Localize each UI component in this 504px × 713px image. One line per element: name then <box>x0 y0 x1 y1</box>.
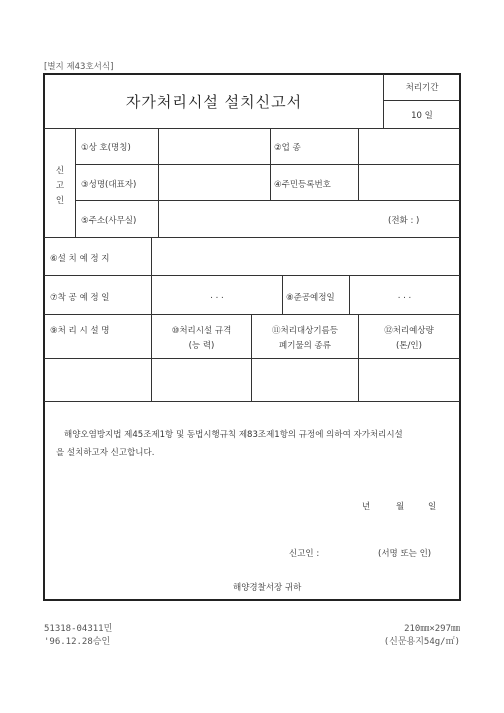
resident-number-label: ④주민등록번호 <box>274 180 331 190</box>
completion-date-label: ⑧준공예정일 <box>286 293 335 303</box>
processing-period-label: 처리기간 <box>405 83 439 93</box>
processing-period-value: 10 일 <box>411 111 433 121</box>
applicant-signature-field[interactable] <box>326 543 376 559</box>
waste-type-field[interactable] <box>253 360 357 399</box>
expected-amount-header: ⑫처리예상량 (톤/인) <box>384 326 434 351</box>
completion-date-field[interactable]: . . . <box>397 291 412 301</box>
trade-name-label: ①상 호(명칭) <box>81 143 131 153</box>
paper-type: (신문용지54g/㎡) <box>383 637 460 647</box>
facility-spec-header: ⑩처리시설 규격 (능 력) <box>171 326 232 351</box>
applicant-signature-label: 신고인 : <box>289 549 320 559</box>
business-type-field[interactable] <box>360 130 458 162</box>
date-day-label: 일 <box>428 502 437 512</box>
form-title: 자가처리시설 설치신고서 <box>125 93 303 111</box>
addressee: 해양경찰서장 귀하 <box>233 583 302 593</box>
declaration-line-1: 해양오염방지법 제45조제1항 및 동법시행규칙 제83조제1항의 규정에 의하여 자가처리시설 <box>64 430 403 440</box>
approval-date: '96.12.28승인 <box>44 637 111 647</box>
resident-number-field[interactable] <box>360 166 458 198</box>
address-label: ⑤주소(사무실) <box>81 216 137 226</box>
form-number-tag: [별지 제43호서식] <box>44 62 114 72</box>
install-site-field[interactable] <box>153 239 458 273</box>
expected-amount-field[interactable] <box>360 360 458 399</box>
form-code: 51318-04311민 <box>44 624 113 634</box>
declaration-line-2: 을 설치하고자 신고합니다. <box>56 448 155 458</box>
representative-name-field[interactable] <box>160 166 268 198</box>
facility-name-field[interactable] <box>46 360 150 399</box>
facility-name-label: ⑨처 리 시 설 명 <box>50 326 110 336</box>
date-month-label: 월 <box>396 502 405 512</box>
paper-size: 210㎜×297㎜ <box>404 624 460 634</box>
business-type-label: ②업 종 <box>274 143 301 153</box>
waste-type-header: ⑪처리대상기름등 폐기물의 종류 <box>272 326 338 351</box>
signature-note: (서명 또는 인) <box>378 549 432 559</box>
trade-name-field[interactable] <box>160 130 268 162</box>
start-date-field[interactable]: . . . <box>210 291 224 301</box>
date-year-label: 년 <box>362 502 371 512</box>
address-field[interactable] <box>160 202 385 235</box>
applicant-section-label: 신 고 인 <box>55 166 65 206</box>
start-date-label: ⑦착 공 예 정 일 <box>50 293 110 303</box>
phone-label: (전화 : ) <box>388 216 420 226</box>
representative-name-label: ③성명(대표자) <box>81 180 137 190</box>
facility-spec-field[interactable] <box>153 360 250 399</box>
install-site-label: ⑥설 치 예 정 지 <box>50 254 110 264</box>
